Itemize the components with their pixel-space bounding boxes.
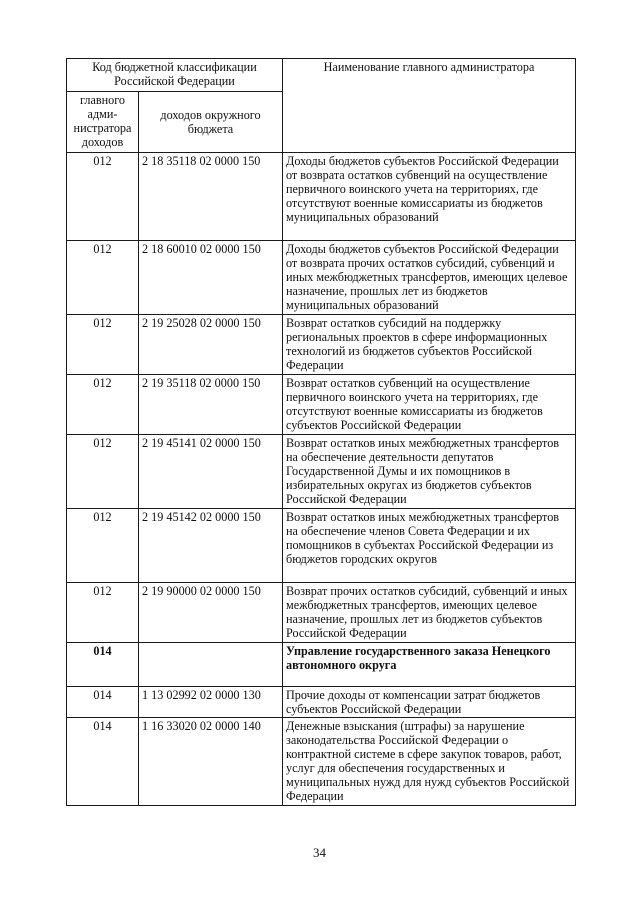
table-header-row [67, 59, 576, 92]
table-row [67, 718, 576, 806]
administrator-name-cell: Прочие доходы от компенсации затрат бюджетов субъектов Российской Федерации [283, 687, 576, 718]
administrator-name-cell: Возврат остатков субсидий на поддержку региональных проектов в сфере информационных технологий из бюджетов субъектов Российской Федерации [283, 315, 576, 375]
header-group-title: Код бюджетной классификации Российской Федерации [67, 59, 283, 92]
admin-code-cell: 012 [67, 315, 139, 375]
table-row [67, 153, 576, 241]
administrator-name-cell: Возврат прочих остатков субсидий, субвенций и иных межбюджетных трансфертов, имеющих целевое назначение, прошлых лет из бюджетов субъектов Российской Федерации [283, 583, 576, 643]
administrator-name-cell: Доходы бюджетов субъектов Российской Федерации от возврата остатков субвенций на осуществление первичного воинского учета на территориях, где отсутствуют военные комиссариаты из бюджетов муниципальных образований [283, 153, 576, 241]
table-row [67, 241, 576, 315]
admin-code-cell: 014 [67, 643, 139, 687]
table-row [67, 643, 576, 687]
admin-code-cell: 014 [67, 687, 139, 718]
admin-code-cell: 012 [67, 153, 139, 241]
admin-code-cell: 012 [67, 241, 139, 315]
page-number: 34 [313, 845, 326, 860]
header-admin-column: главного адми- нистратора доходов [67, 92, 139, 153]
admin-code-cell: 012 [67, 375, 139, 435]
budget-code-cell: 2 18 60010 02 0000 150 [139, 241, 283, 315]
budget-code-cell: 1 16 33020 02 0000 140 [139, 718, 283, 806]
table-row [67, 375, 576, 435]
table-row [67, 315, 576, 375]
table-row [67, 509, 576, 583]
table-row [67, 583, 576, 643]
budget-code-cell: 2 19 90000 02 0000 150 [139, 583, 283, 643]
header-name-column: Наименование главного администратора [283, 59, 576, 153]
admin-code-cell: 012 [67, 583, 139, 643]
table-row [67, 435, 576, 509]
budget-code-cell: 2 19 35118 02 0000 150 [139, 375, 283, 435]
header-code-column: доходов окружного бюджета [139, 92, 283, 153]
admin-code-cell: 012 [67, 435, 139, 509]
administrator-name-cell: Доходы бюджетов субъектов Российской Федерации от возврата прочих остатков субсидий, субвенций и иных межбюджетных трансфертов, имеющих целевое назначение, прошлых лет из бюджетов муниципальных образований [283, 241, 576, 315]
table-row [67, 687, 576, 718]
admin-code-cell: 014 [67, 718, 139, 806]
administrator-name-cell: Возврат остатков иных межбюджетных трансфертов на обеспечение членов Совета Федерации и их помощников в субъектах Российской Федерации из бюджетов городских округов [283, 509, 576, 583]
budget-code-cell: 1 13 02992 02 0000 130 [139, 687, 283, 718]
admin-code-cell: 012 [67, 509, 139, 583]
table-body [67, 153, 576, 806]
budget-code-cell: 2 18 35118 02 0000 150 [139, 153, 283, 241]
administrator-name-cell: Возврат остатков субвенций на осуществление первичного воинского учета на территориях, где отсутствуют военные комиссариаты из бюджетов субъектов Российской Федерации [283, 375, 576, 435]
administrator-name-cell: Денежные взыскания (штрафы) за нарушение законодательства Российской Федерации о контрактной системе в сфере закупок товаров, работ, услуг для обеспечения государственных и муниципальных нужд для нужд субъектов Российской Федерации [283, 718, 576, 806]
budget-classification-table [66, 58, 576, 806]
administrator-name-cell: Управление государственного заказа Ненецкого автономного округа [283, 643, 576, 687]
administrator-name-cell: Возврат остатков иных межбюджетных трансфертов на обеспечение деятельности депутатов Государственной Думы и их помощников в избирательных округах из бюджетов субъектов Российской Федерации [283, 435, 576, 509]
budget-code-cell: 2 19 45141 02 0000 150 [139, 435, 283, 509]
budget-code-cell: 2 19 45142 02 0000 150 [139, 509, 283, 583]
budget-code-cell: 2 19 25028 02 0000 150 [139, 315, 283, 375]
budget-code-cell [139, 643, 283, 687]
